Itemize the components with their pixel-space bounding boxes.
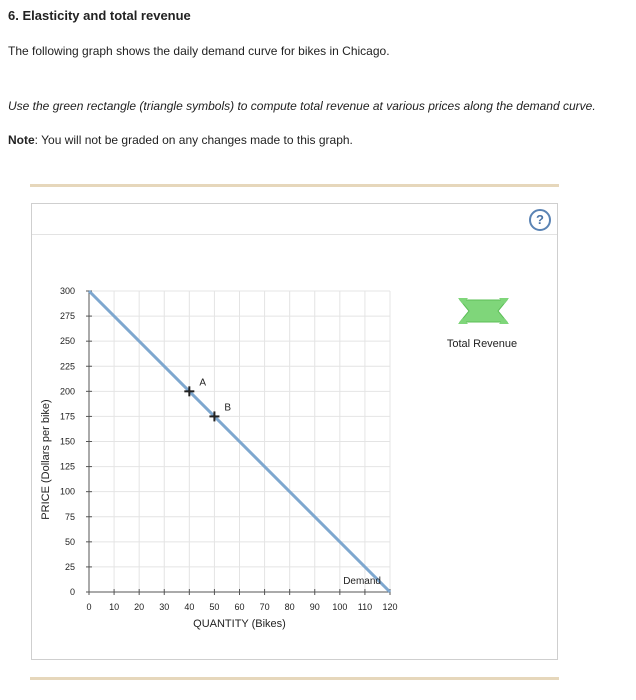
points-layer	[184, 377, 231, 421]
note-body: : You will not be graded on any changes made to this graph.	[34, 133, 353, 147]
y-tick-label: 275	[59, 311, 75, 322]
point-label: B	[224, 402, 232, 414]
y-tick-label: 150	[59, 436, 75, 447]
bottom-divider	[30, 677, 559, 680]
x-axis-title: QUANTITY (Bikes)	[193, 618, 286, 630]
top-divider	[30, 184, 559, 187]
graph-panel	[31, 203, 558, 660]
point-label: A	[199, 377, 207, 389]
y-tick-label: 175	[59, 411, 75, 422]
x-tick-label: 10	[109, 602, 120, 612]
note-text	[8, 133, 353, 147]
demand-curve-label: Demand	[343, 576, 381, 587]
y-tick-label: 125	[59, 461, 75, 472]
total-revenue-tool-icon[interactable]	[460, 300, 507, 322]
y-tick-label: 75	[64, 511, 75, 522]
y-axis-title: PRICE (Dollars per bike)	[40, 399, 52, 520]
x-tick-label: 30	[159, 602, 170, 612]
y-tick-label: 250	[59, 336, 75, 347]
y-tick-label: 200	[59, 386, 75, 397]
y-tick-label: 225	[59, 361, 75, 372]
x-tick-label: 90	[309, 602, 320, 612]
y-tick-label: 300	[59, 286, 75, 296]
x-tick-label: 80	[284, 602, 295, 612]
x-tick-label: 70	[259, 602, 270, 612]
y-tick-label: 100	[59, 486, 75, 497]
page-title: 6. Elasticity and total revenue	[8, 8, 191, 23]
y-tick-label: 25	[64, 561, 75, 572]
x-tick-label: 110	[357, 602, 373, 612]
x-tick-label: 120	[382, 602, 398, 612]
note-label: Note	[8, 133, 35, 147]
x-tick-label: 0	[86, 602, 92, 612]
x-tick-label: 20	[134, 602, 145, 612]
x-tick-label: 40	[184, 602, 195, 612]
instruction-text: Use the green rectangle (triangle symbols) to compute total revenue at various prices along the demand curve.	[8, 99, 596, 113]
y-tick-label: 0	[69, 587, 75, 597]
x-tick-label: 100	[332, 602, 348, 612]
help-icon[interactable]: ?	[529, 209, 551, 231]
legend-label: Total Revenue	[446, 338, 518, 350]
intro-text: The following graph shows the daily demand curve for bikes in Chicago.	[8, 44, 390, 58]
x-tick-label: 50	[209, 602, 220, 612]
demand-chart	[32, 204, 557, 659]
x-tick-label: 60	[234, 602, 245, 612]
y-tick-label: 50	[64, 536, 75, 547]
legend	[447, 298, 517, 350]
